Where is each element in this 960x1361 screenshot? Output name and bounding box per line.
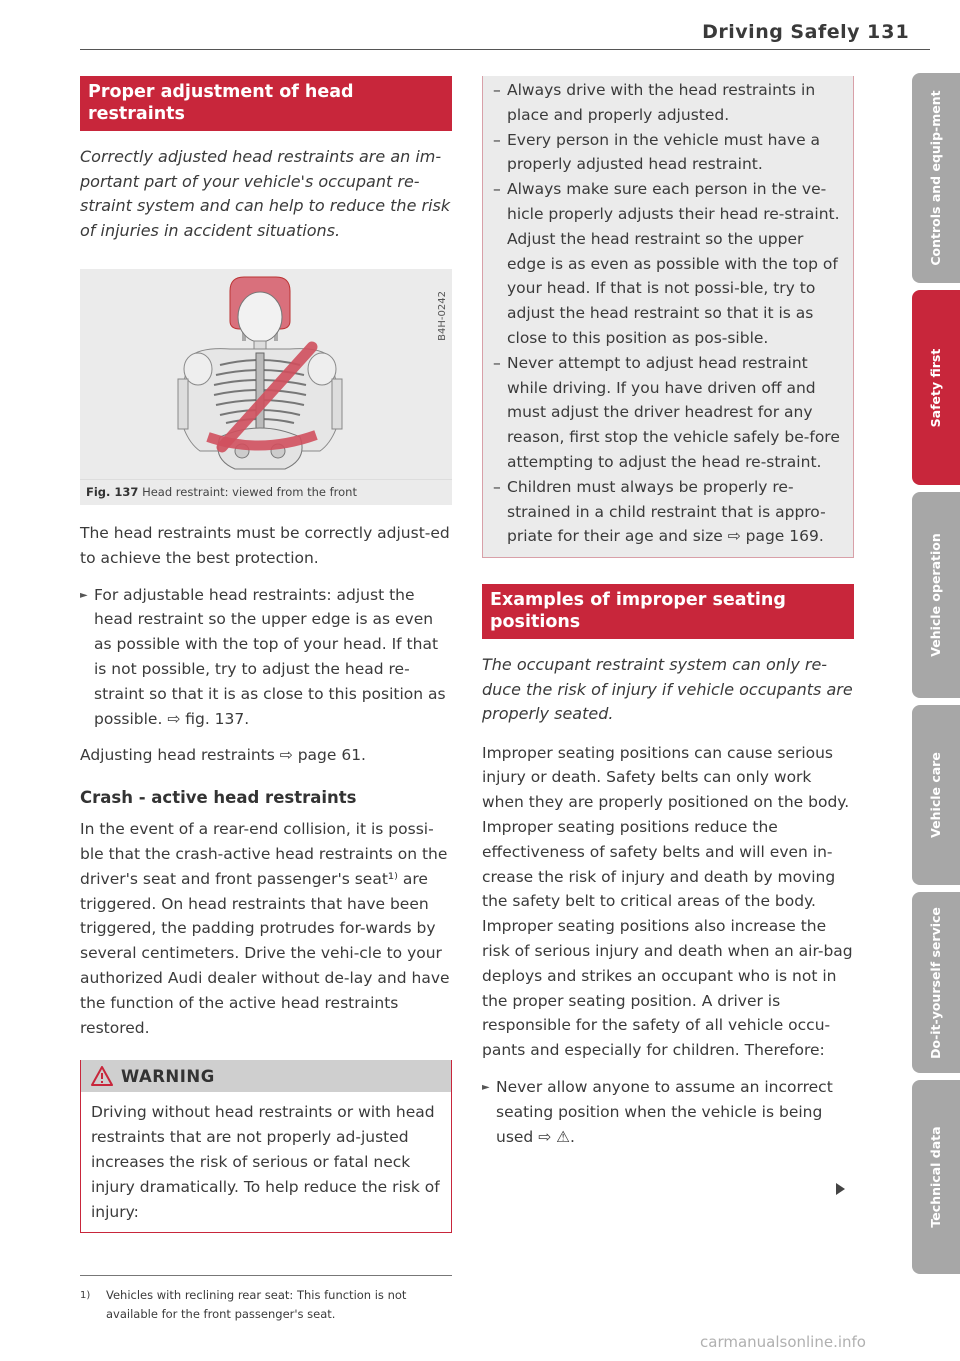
warning-header bbox=[81, 1060, 451, 1092]
lead-paragraph: Correctly adjusted head restraints are an im-portant part of your vehicle's occupant re-straint system and can help to reduce the risk of injuries in accident situations. bbox=[80, 147, 451, 240]
tab-vehicle-care[interactable] bbox=[912, 705, 960, 885]
figure-code: B4H-0242 bbox=[437, 291, 448, 341]
cross-reference-paragraph[interactable]: Adjusting head restraints ⇨ page 61. bbox=[80, 746, 366, 765]
warning-item-text: Never attempt to adjust head restraint while driving. If you have driven off and must adjust the driver headrest for any reason, first stop the vehicle safely be-fore attempting to adjust the head re-straint. bbox=[507, 353, 840, 471]
tab-technical-data[interactable] bbox=[912, 1080, 960, 1274]
right-column bbox=[482, 76, 854, 1149]
header-rule bbox=[80, 49, 930, 50]
tab-label: Controls and equip-ment bbox=[928, 90, 943, 266]
step-arrow-icon: ► bbox=[482, 1082, 490, 1093]
paragraph-improper-seating: Improper seating positions can cause serious injury or death. Safety belts can only work when they are properly positioned on the body. Improper seating positions reduce the effectiveness of safety belts and will even in-crease the risk of injury and death by moving the safety belt to critical areas of the body. Improper seating positions also increase the risk of serious injury and death when an air-bag deploys and strikes an occupant who is not in the proper seating position. A driver is responsible for the safety of all vehicle occu-pants and especially for children. Therefore: bbox=[482, 743, 853, 1060]
warning-text: Driving without head restraints or with head restraints that are not properly ad-justed increases the risk of serious or fatal neck injury dramatically. To help reduce the risk of injury: bbox=[91, 1103, 440, 1221]
tab-label: Do-it-yourself service bbox=[928, 906, 943, 1059]
lead-paragraph-improper: The occupant restraint system can only re-duce the risk of injury if vehicle occupants are properly seated. bbox=[482, 655, 853, 724]
figure-caption-text: Head restraint: viewed from the front bbox=[142, 485, 357, 499]
subheading-crash-active: Crash - active head restraints bbox=[80, 788, 357, 808]
warning-item: – Every person in the vehicle must have a properly adjusted head restraint. bbox=[493, 128, 841, 178]
warning-item: – Never attempt to adjust head restraint while driving. If you have driven off and must adjust the driver headrest for any reason, first stop the vehicle safely be-fore attempting to adjust the head re-straint. bbox=[493, 351, 841, 475]
continue-arrow-icon bbox=[836, 1183, 845, 1195]
footnote-rule bbox=[80, 1275, 452, 1276]
warning-item-text: Always drive with the head restraints in place and properly adjusted. bbox=[507, 81, 816, 124]
warning-item-text: Every person in the vehicle must have a properly adjusted head restraint. bbox=[507, 130, 821, 174]
figure-head-restraint bbox=[80, 269, 452, 480]
warning-continuation bbox=[482, 76, 854, 558]
warning-box bbox=[80, 1060, 452, 1233]
warning-triangle-icon bbox=[91, 1066, 113, 1086]
warning-item-text: Children must always be properly re-strained in a child restraint that is appro-priate for their age and size ⇨ page 169. bbox=[507, 477, 826, 546]
step-text: For adjustable head restraints: adjust the head restraint so the upper edge is as even as possible with the top of your head. If that is not possible, try to adjust the head re-straint so that it is as close to this position as possible. ⇨ fig. 137. bbox=[94, 585, 446, 728]
tab-label: Safety first bbox=[928, 348, 943, 427]
warning-item-text: Always make sure each person in the ve-hicle properly adjusts their head re-straint. Adjust the head restraint so the upper edge is as even as possible with the top of your head. If that is not possi-ble, try to adjust the head restraint so that it is as close to this position as pos-sible. bbox=[507, 180, 840, 347]
footnote bbox=[80, 1286, 452, 1324]
footnote-text: Vehicles with reclining rear seat: This function is not available for the front passenger's seat. bbox=[106, 1288, 407, 1322]
step-never-allow bbox=[482, 1075, 854, 1149]
step-text: Never allow anyone to assume an incorrect seating position when the vehicle is being used ⇨ ⚠. bbox=[496, 1078, 833, 1146]
warning-title: WARNING bbox=[121, 1066, 215, 1086]
tab-controls[interactable] bbox=[912, 73, 960, 283]
footnote-mark: 1) bbox=[80, 1290, 91, 1302]
page-number: 131 bbox=[867, 21, 910, 43]
tab-vehicle-operation[interactable] bbox=[912, 492, 960, 698]
tab-safety-first[interactable] bbox=[912, 290, 960, 485]
tab-diy-service[interactable] bbox=[912, 892, 960, 1073]
tab-label: Vehicle care bbox=[928, 752, 943, 838]
figure-caption-label: Fig. 137 bbox=[86, 485, 139, 499]
warning-item: – Always drive with the head restraints in place and properly adjusted. bbox=[493, 78, 841, 128]
running-title: Driving Safely bbox=[702, 21, 860, 43]
step-adjustable bbox=[80, 583, 452, 732]
section-title-improper-seating: Examples of improper seating positions bbox=[482, 584, 854, 639]
step-arrow-icon: ► bbox=[80, 589, 88, 601]
figure-caption bbox=[80, 480, 452, 505]
paragraph-correct-adjust: The head restraints must be correctly adjust-ed to achieve the best protection. bbox=[80, 524, 450, 567]
warning-item: – Always make sure each person in the ve-hicle properly adjusts their head re-straint. Adjust the head restraint so the upper edge is as even as possible with the top of your head. If that is not possi-ble, try to adjust the head restraint so that it is as close to this position as pos-sible. bbox=[493, 177, 841, 351]
skeleton-illustration bbox=[80, 269, 452, 479]
tab-label: Technical data bbox=[928, 1126, 943, 1228]
section-title-head-restraints: Proper adjustment of head restraints bbox=[80, 76, 452, 131]
paragraph-crash-active: In the event of a rear-end collision, it is possi-ble that the crash-active head restraints on the driver's seat and front passenger's seat¹⁾ are triggered. On head restraints that have been triggered, the padding protrudes for-wards by several centimeters. Drive the vehi-cle to your authorized Audi dealer without de-lay and have the function of the active head restraints restored. bbox=[80, 820, 450, 1037]
tab-label: Vehicle operation bbox=[928, 533, 943, 657]
left-column bbox=[80, 76, 452, 1324]
watermark: carmanualsonline.info bbox=[700, 1333, 866, 1351]
warning-item: – Children must always be properly re-strained in a child restraint that is appro-priate for their age and size ⇨ page 169. bbox=[493, 475, 841, 549]
